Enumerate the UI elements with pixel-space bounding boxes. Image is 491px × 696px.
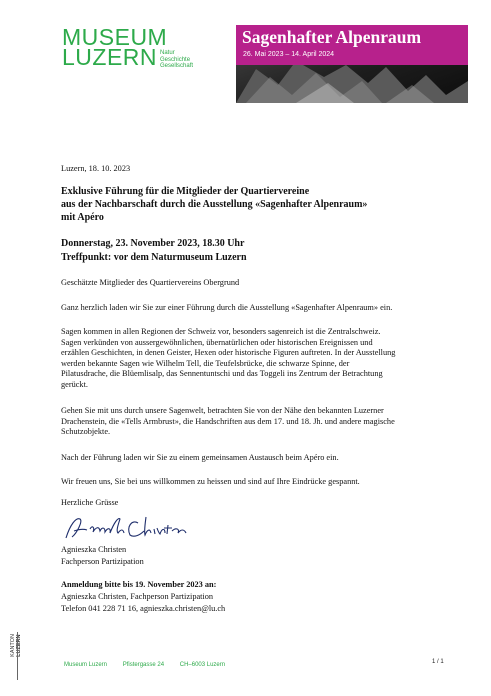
logo-sub-gesellschaft: Gesellschaft: [160, 63, 194, 69]
subject-line-3: mit Apéro: [61, 212, 104, 223]
banner-logo-museum: MUSEUM: [187, 81, 214, 87]
paragraph-sagen-line: gerückt.: [61, 379, 88, 389]
banner-dates: 26. Mai 2023 – 14. April 2024: [243, 51, 335, 58]
footer-city: CH–6003 Luzern: [179, 662, 226, 668]
signer-name: Agnieszka Christen: [61, 545, 127, 554]
emblem-luzern: LUZERN: [16, 634, 22, 657]
logo-word-museum: MUSEUM: [62, 24, 168, 50]
footer-street: Pfistergasse 24: [122, 662, 165, 668]
footer-address: [64, 662, 239, 668]
page-number: 1 / 1: [432, 659, 444, 665]
paragraph-sagen-line: Pilatusdrache, die Blüemlisalp, das Sennentuntschi und das Toggeli ins Zentrum der Betrachtung: [61, 369, 383, 379]
banner-logo-luzern: LUZERN: [187, 87, 212, 93]
paragraph-sagen-line: erzählen Geschichten, in denen Geister, Hexen oder historische Figuren auftreten. In der Ausstellung: [61, 348, 396, 358]
event-meeting-point: Treffpunkt: vor dem Naturmuseum Luzern: [61, 252, 247, 263]
salutation: Geschätzte Mitglieder des Quartiervereins Obergrund: [61, 278, 240, 287]
letter-date: Luzern, 18. 10. 2023: [61, 164, 131, 173]
registration-contact: Agnieszka Christen, Fachperson Partizipation: [61, 592, 214, 601]
emblem-kanton: KANTON: [10, 634, 16, 657]
subject-line-1: Exklusive Führung für die Mitglieder der Quartiervereine: [61, 186, 310, 197]
paragraph-invitation: Ganz herzlich laden wir Sie zur einer Führung durch die Ausstellung «Sagenhafter Alpenraum» ein.: [61, 303, 393, 312]
footer-org: Museum Luzern: [64, 662, 108, 668]
logo-word-luzern: LUZERN: [62, 44, 158, 70]
exhibition-banner: [236, 25, 468, 103]
logo-sub-geschichte: Geschichte: [160, 56, 191, 63]
emblem-divider: [17, 632, 18, 680]
paragraph-sagenwelt-line: Drachenstein, die «Tells Armbrust», die Handschriften aus dem 17. und 18. Jh. und andere magische: [61, 416, 395, 426]
paragraph-sagen: [61, 327, 471, 391]
signer-role: Fachperson Partizipation: [61, 557, 144, 566]
logo-sub-natur: Natur: [160, 50, 175, 56]
paragraph-apero: Nach der Führung laden wir Sie zu einem gemeinsamen Austausch beim Apéro ein.: [61, 453, 339, 462]
banner-wir-sind: Wir sind: [187, 77, 200, 81]
paragraph-sagen-line: Sagen kommen in allen Regionen der Schweiz vor, besonders sagenreich ist die Zentralschweiz.: [61, 327, 381, 336]
event-datetime: Donnerstag, 23. November 2023, 18.30 Uhr: [61, 238, 245, 249]
kanton-luzern-emblem: [10, 634, 22, 657]
paragraph-sagenwelt: [61, 406, 471, 438]
banner-title: Sagenhafter Alpenraum: [242, 27, 422, 47]
closing: Herzliche Grüsse: [61, 498, 119, 507]
paragraph-sagen-line: werden bekannte Sagen wie Wilhelm Tell, die Teufelsbrücke, die schwarze Spinne, der: [61, 358, 350, 368]
paragraph-sagenwelt-line: Schutzobjekte.: [61, 427, 111, 437]
banner-museum-logo: [187, 81, 214, 93]
paragraph-sagen-line: Sagen verkünden von aussergewöhnlichen, übernatürlichen oder historischen Ereignissen und: [61, 337, 373, 347]
logo-subtitle: [160, 50, 193, 70]
subject-line-2: aus der Nachbarschaft durch die Ausstellung «Sagenhafter Alpenraum»: [61, 199, 368, 210]
paragraph-sagenwelt-line: Gehen Sie mit uns durch unsere Sagenwelt, betrachten Sie von der Nähe den bekannten Luzerner: [61, 406, 384, 415]
handwritten-signature: [60, 511, 190, 543]
museum-luzern-logo: [62, 24, 194, 70]
paragraph-welcome: Wir freuen uns, Sie bei uns willkommen zu heissen und sind auf Ihre Eindrücke gespannt.: [61, 477, 360, 486]
registration-phone-email: Telefon 041 228 71 16, agnieszka.christen@lu.ch: [61, 604, 226, 613]
registration-title: Anmeldung bitte bis 19. November 2023 an:: [61, 580, 217, 589]
